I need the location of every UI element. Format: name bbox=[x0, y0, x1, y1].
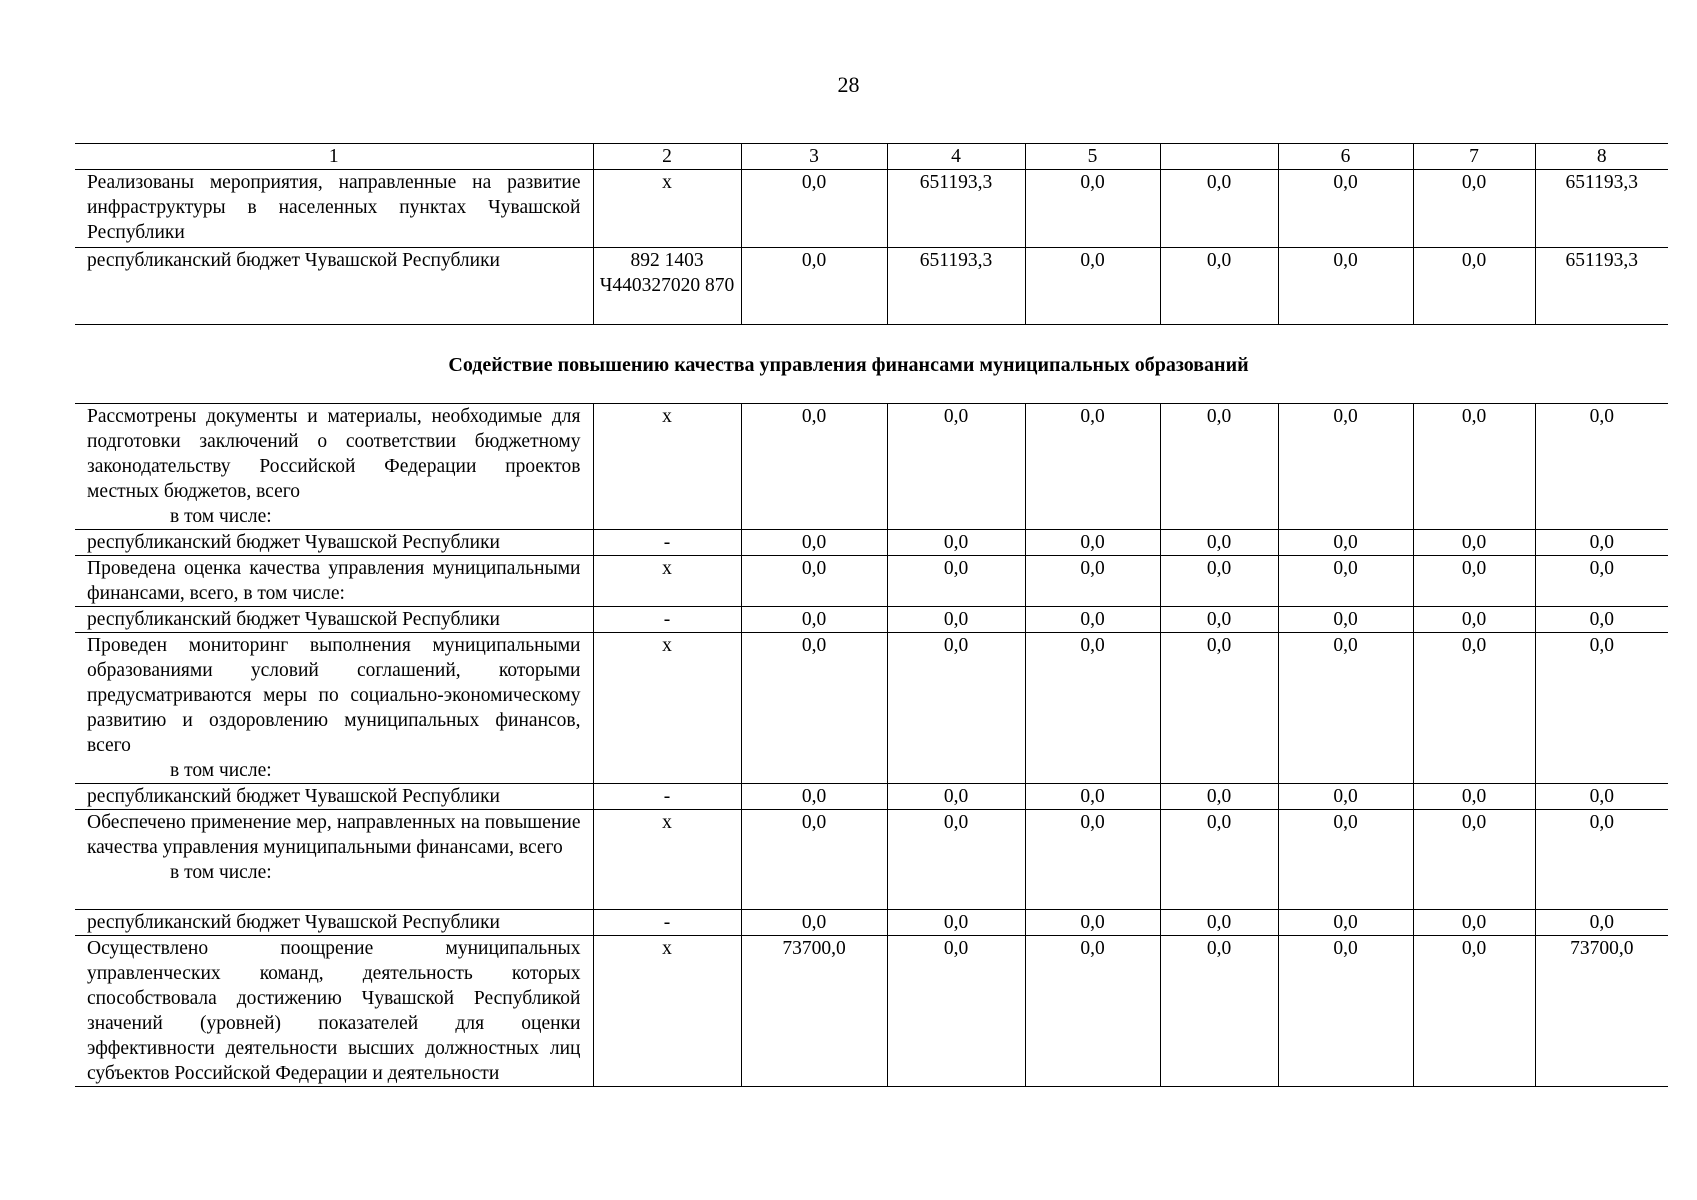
row-value: 0,0 bbox=[1278, 404, 1413, 530]
table-row bbox=[75, 607, 1668, 633]
row-description-text: Проведена оценка качества управления муниципальными финансами, всего, в том числе: bbox=[87, 558, 581, 604]
row-value: 0,0 bbox=[1535, 810, 1668, 910]
row-value: 0,0 bbox=[1160, 936, 1278, 1087]
row-description bbox=[75, 936, 593, 1087]
row-code: х bbox=[593, 810, 741, 910]
row-value: 651193,3 bbox=[1535, 248, 1668, 325]
table-row bbox=[75, 910, 1668, 936]
row-description-text: республиканский бюджет Чувашской Республики bbox=[87, 912, 500, 933]
row-value: 0,0 bbox=[1413, 556, 1535, 607]
row-value: 0,0 bbox=[1278, 248, 1413, 325]
top-table bbox=[75, 143, 1668, 325]
row-description-text: Проведен мониторинг выполнения муниципальными образованиями условий соглашений, которыми предусматриваются меры по социально-экономическому развитию и оздоровлению муниципальных финансов, всего bbox=[87, 635, 581, 756]
table-row bbox=[75, 784, 1668, 810]
row-value: 0,0 bbox=[1025, 404, 1160, 530]
row-value: 651193,3 bbox=[887, 248, 1025, 325]
row-value: 0,0 bbox=[1025, 530, 1160, 556]
header-cell: 1 bbox=[75, 144, 593, 170]
row-value: 0,0 bbox=[887, 607, 1025, 633]
row-value: 0,0 bbox=[887, 810, 1025, 910]
row-description bbox=[75, 910, 593, 936]
row-value: 0,0 bbox=[741, 810, 887, 910]
row-value: 0,0 bbox=[1413, 170, 1535, 248]
row-value: 0,0 bbox=[1025, 248, 1160, 325]
row-code: х bbox=[593, 556, 741, 607]
row-value: 0,0 bbox=[887, 404, 1025, 530]
row-value: 73700,0 bbox=[1535, 936, 1668, 1087]
header-cell: 6 bbox=[1278, 144, 1413, 170]
header-cell: 2 bbox=[593, 144, 741, 170]
row-value: 0,0 bbox=[1160, 810, 1278, 910]
row-value: 0,0 bbox=[741, 530, 887, 556]
row-value: 0,0 bbox=[1535, 784, 1668, 810]
row-value: 0,0 bbox=[1535, 530, 1668, 556]
row-value: 0,0 bbox=[1160, 170, 1278, 248]
header-cell: 4 bbox=[887, 144, 1025, 170]
header-cell: 5 bbox=[1025, 144, 1160, 170]
row-code: 892 1403 Ч440327020 870 bbox=[593, 248, 741, 325]
row-value: 0,0 bbox=[1025, 633, 1160, 784]
row-description-text: Обеспечено применение мер, направленных на повышение качества управления муниципальными финансами, всего bbox=[87, 812, 581, 858]
row-value: 0,0 bbox=[741, 404, 887, 530]
row-value: 0,0 bbox=[1025, 910, 1160, 936]
row-description bbox=[75, 810, 593, 910]
row-value: 0,0 bbox=[1413, 248, 1535, 325]
row-value: 0,0 bbox=[1025, 170, 1160, 248]
row-value: 0,0 bbox=[741, 633, 887, 784]
row-value: 0,0 bbox=[887, 936, 1025, 1087]
row-value: 0,0 bbox=[887, 633, 1025, 784]
row-value: 0,0 bbox=[1535, 556, 1668, 607]
row-description-text: Осуществлено поощрение муниципальных управленческих команд, деятельность которых способствовала достижению Чувашской Республикой значений (уровней) показателей для оценки эффективности деятельности высших должностных лиц субъектов Российской Федерации и деятельности bbox=[87, 938, 581, 1084]
row-value: 0,0 bbox=[1278, 170, 1413, 248]
header-cell bbox=[1160, 144, 1278, 170]
row-value: 0,0 bbox=[1278, 936, 1413, 1087]
table-row bbox=[75, 633, 1668, 784]
row-code: х bbox=[593, 633, 741, 784]
row-value: 0,0 bbox=[1025, 810, 1160, 910]
row-value: 0,0 bbox=[1160, 556, 1278, 607]
header-cell: 3 bbox=[741, 144, 887, 170]
row-value: 0,0 bbox=[1160, 910, 1278, 936]
row-value: 0,0 bbox=[1413, 784, 1535, 810]
row-value: 0,0 bbox=[1025, 936, 1160, 1087]
row-value: 0,0 bbox=[1413, 936, 1535, 1087]
row-value: 651193,3 bbox=[1535, 170, 1668, 248]
row-code: - bbox=[593, 910, 741, 936]
row-subtitle: в том числе: bbox=[170, 760, 272, 781]
table-row bbox=[75, 530, 1668, 556]
row-value: 0,0 bbox=[1025, 784, 1160, 810]
row-description bbox=[75, 404, 593, 530]
section-table bbox=[75, 403, 1668, 1087]
page-number: 28 bbox=[837, 72, 860, 97]
row-code: - bbox=[593, 530, 741, 556]
row-value: 0,0 bbox=[1278, 607, 1413, 633]
column-header-row bbox=[75, 144, 1668, 170]
header-cell: 7 bbox=[1413, 144, 1535, 170]
row-value: 0,0 bbox=[887, 556, 1025, 607]
row-description-text: республиканский бюджет Чувашской Республики bbox=[87, 609, 500, 630]
row-description: Реализованы мероприятия, направленные на развитие инфраструктуры в населенных пунктах Чувашской Республики bbox=[75, 170, 593, 248]
row-value: 0,0 bbox=[887, 910, 1025, 936]
row-value: 0,0 bbox=[1278, 810, 1413, 910]
row-value: 0,0 bbox=[1413, 910, 1535, 936]
row-value: 0,0 bbox=[1413, 530, 1535, 556]
row-value: 0,0 bbox=[1535, 404, 1668, 530]
row-value: 0,0 bbox=[741, 607, 887, 633]
row-value: 0,0 bbox=[741, 784, 887, 810]
row-value: 0,0 bbox=[1535, 607, 1668, 633]
row-value: 0,0 bbox=[1160, 248, 1278, 325]
row-value: 0,0 bbox=[1278, 910, 1413, 936]
row-value: 0,0 bbox=[887, 530, 1025, 556]
section-title: Содействие повышению качества управления финансами муниципальных образований bbox=[448, 354, 1249, 376]
row-description bbox=[75, 530, 593, 556]
row-description bbox=[75, 607, 593, 633]
table-row bbox=[75, 810, 1668, 910]
row-description bbox=[75, 784, 593, 810]
row-description-text: республиканский бюджет Чувашской Республики bbox=[87, 786, 500, 807]
row-value: 0,0 bbox=[887, 784, 1025, 810]
row-value: 0,0 bbox=[1535, 910, 1668, 936]
table-row bbox=[75, 404, 1668, 530]
row-value: 0,0 bbox=[1278, 530, 1413, 556]
header-cell: 8 bbox=[1535, 144, 1668, 170]
row-value: 0,0 bbox=[1025, 556, 1160, 607]
row-value: 0,0 bbox=[1278, 784, 1413, 810]
row-value: 0,0 bbox=[1278, 633, 1413, 784]
row-value: 0,0 bbox=[741, 170, 887, 248]
row-code: х bbox=[593, 404, 741, 530]
row-description bbox=[75, 556, 593, 607]
row-value: 0,0 bbox=[1278, 556, 1413, 607]
row-value: 0,0 bbox=[1025, 607, 1160, 633]
row-description: республиканский бюджет Чувашской Республики bbox=[75, 248, 593, 325]
table-row bbox=[75, 936, 1668, 1087]
row-subtitle: в том числе: bbox=[170, 506, 272, 527]
row-value: 0,0 bbox=[1160, 784, 1278, 810]
row-subtitle: в том числе: bbox=[170, 862, 272, 883]
table-row bbox=[75, 556, 1668, 607]
row-value: 0,0 bbox=[1160, 404, 1278, 530]
row-value: 0,0 bbox=[1535, 633, 1668, 784]
row-value: 0,0 bbox=[1160, 530, 1278, 556]
table-row bbox=[75, 248, 1668, 325]
row-value: 0,0 bbox=[1413, 810, 1535, 910]
row-code: х bbox=[593, 936, 741, 1087]
row-value: 0,0 bbox=[741, 248, 887, 325]
row-value: 651193,3 bbox=[887, 170, 1025, 248]
row-code: - bbox=[593, 784, 741, 810]
table-row bbox=[75, 170, 1668, 248]
row-value: 0,0 bbox=[1160, 633, 1278, 784]
row-value: 0,0 bbox=[741, 910, 887, 936]
row-value: 0,0 bbox=[1413, 404, 1535, 530]
row-value: 0,0 bbox=[1413, 607, 1535, 633]
row-value: 0,0 bbox=[741, 556, 887, 607]
row-value: 73700,0 bbox=[741, 936, 887, 1087]
row-value: 0,0 bbox=[1413, 633, 1535, 784]
row-description bbox=[75, 633, 593, 784]
row-description-text: Рассмотрены документы и материалы, необходимые для подготовки заключений о соответствии бюджетному законодательству Российской Федерации проектов местных бюджетов, всего bbox=[87, 406, 581, 502]
row-value: 0,0 bbox=[1160, 607, 1278, 633]
row-code: - bbox=[593, 607, 741, 633]
row-code: х bbox=[593, 170, 741, 248]
row-description-text: республиканский бюджет Чувашской Республики bbox=[87, 532, 500, 553]
